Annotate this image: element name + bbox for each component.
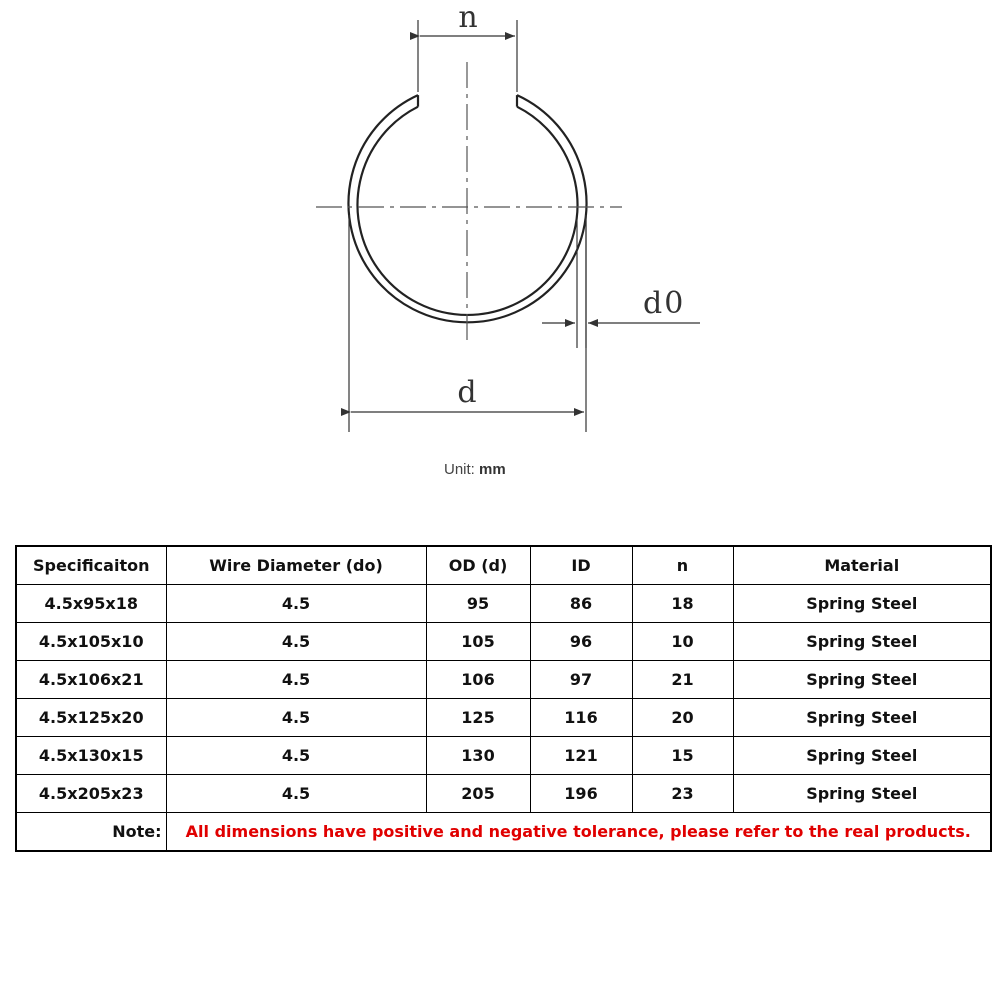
unit-caption: Unit: bbox=[444, 461, 475, 478]
cell-n: 23 bbox=[632, 775, 733, 813]
cell-wire-diameter: 4.5 bbox=[166, 775, 426, 813]
cell-id: 116 bbox=[530, 699, 632, 737]
cell-n: 18 bbox=[632, 585, 733, 623]
label-d0-main: d bbox=[643, 286, 663, 321]
label-d0 bbox=[643, 286, 683, 321]
cell-od: 125 bbox=[426, 699, 530, 737]
cell-specification: 4.5x125x20 bbox=[16, 699, 166, 737]
cell-id: 196 bbox=[530, 775, 632, 813]
header-id: ID bbox=[530, 546, 632, 585]
cell-wire-diameter: 4.5 bbox=[166, 699, 426, 737]
cell-specification: 4.5x130x15 bbox=[16, 737, 166, 775]
cell-material: Spring Steel bbox=[733, 775, 991, 813]
cell-wire-diameter: 4.5 bbox=[166, 737, 426, 775]
cell-id: 96 bbox=[530, 623, 632, 661]
cell-id: 97 bbox=[530, 661, 632, 699]
note-row bbox=[16, 813, 991, 852]
cell-n: 20 bbox=[632, 699, 733, 737]
cell-od: 106 bbox=[426, 661, 530, 699]
cell-wire-diameter: 4.5 bbox=[166, 585, 426, 623]
cell-material: Spring Steel bbox=[733, 661, 991, 699]
table-row bbox=[16, 775, 991, 813]
cell-material: Spring Steel bbox=[733, 585, 991, 623]
cell-n: 15 bbox=[632, 737, 733, 775]
cell-od: 205 bbox=[426, 775, 530, 813]
cell-od: 130 bbox=[426, 737, 530, 775]
header-material: Material bbox=[733, 546, 991, 585]
header-wire-diameter: Wire Diameter (do) bbox=[166, 546, 426, 585]
unit-label bbox=[444, 461, 506, 478]
cell-od: 95 bbox=[426, 585, 530, 623]
cell-id: 86 bbox=[530, 585, 632, 623]
cell-n: 10 bbox=[632, 623, 733, 661]
header-n: n bbox=[632, 546, 733, 585]
cell-wire-diameter: 4.5 bbox=[166, 623, 426, 661]
label-d: d bbox=[457, 375, 477, 410]
table-row bbox=[16, 737, 991, 775]
specification-table bbox=[15, 545, 992, 852]
cell-material: Spring Steel bbox=[733, 737, 991, 775]
cell-od: 105 bbox=[426, 623, 530, 661]
cell-specification: 4.5x105x10 bbox=[16, 623, 166, 661]
cell-n: 21 bbox=[632, 661, 733, 699]
label-n: n bbox=[458, 0, 478, 35]
cell-specification: 4.5x106x21 bbox=[16, 661, 166, 699]
label-d0-subscript: 0 bbox=[664, 286, 684, 321]
table-row bbox=[16, 623, 991, 661]
dimension-d0 bbox=[542, 215, 700, 348]
cell-wire-diameter: 4.5 bbox=[166, 661, 426, 699]
cell-material: Spring Steel bbox=[733, 699, 991, 737]
table-row bbox=[16, 699, 991, 737]
cell-material: Spring Steel bbox=[733, 623, 991, 661]
table-row bbox=[16, 661, 991, 699]
cell-specification: 4.5x95x18 bbox=[16, 585, 166, 623]
note-label: Note: bbox=[16, 813, 166, 852]
centerlines bbox=[316, 62, 622, 345]
cell-id: 121 bbox=[530, 737, 632, 775]
table-row bbox=[16, 585, 991, 623]
note-text: All dimensions have positive and negative tolerance, please refer to the real products. bbox=[166, 813, 991, 852]
header-specification: Specificaiton bbox=[16, 546, 166, 585]
header-od: OD (d) bbox=[426, 546, 530, 585]
cell-specification: 4.5x205x23 bbox=[16, 775, 166, 813]
table-header-row bbox=[16, 546, 991, 585]
unit-value: mm bbox=[479, 461, 506, 478]
